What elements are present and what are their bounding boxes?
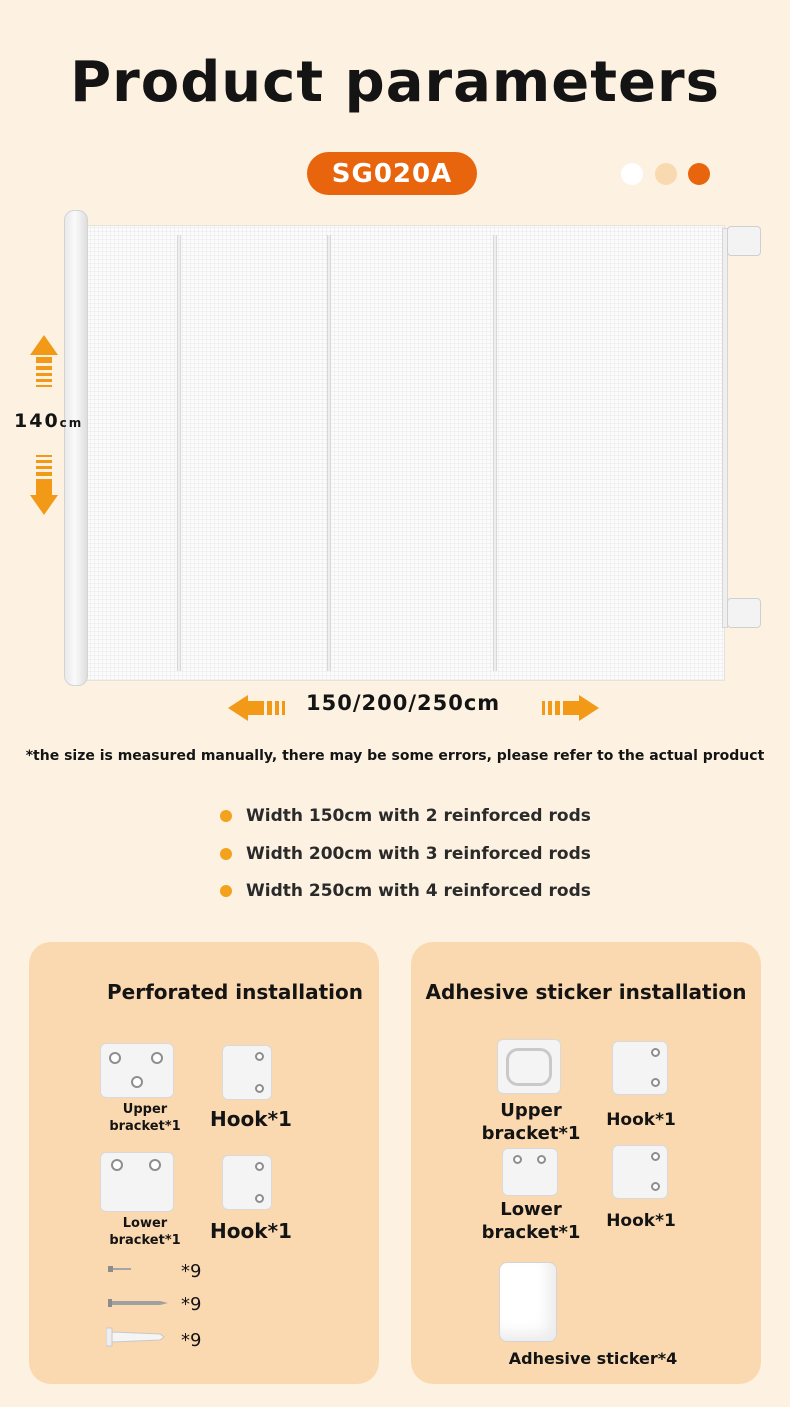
reinforced-rod — [327, 235, 331, 671]
color-swatch-white[interactable] — [621, 163, 643, 185]
bracket-frame — [506, 1048, 552, 1086]
adhesive-title: Adhesive sticker installation — [425, 980, 747, 1004]
hook-image — [222, 1155, 272, 1210]
screw-hole-icon — [149, 1159, 161, 1171]
screw-hole-icon — [651, 1078, 660, 1087]
gate-mesh-panel — [85, 225, 725, 681]
screw-hole-icon — [651, 1152, 660, 1161]
feature-item — [220, 806, 591, 826]
hook-label: Hook*1 — [606, 1110, 676, 1130]
screw-icon — [108, 1264, 136, 1274]
bullet-icon — [220, 848, 232, 860]
arrow-down-icon — [30, 455, 58, 517]
hook-label: Hook*1 — [210, 1219, 292, 1243]
gate-end-rail — [722, 228, 728, 628]
gate-top-bracket — [727, 226, 761, 256]
feature-text: Width 150cm with 2 reinforced rods — [246, 806, 591, 826]
screw-count: *9 — [181, 1261, 202, 1282]
screw-hole-icon — [109, 1052, 121, 1064]
perforated-title: Perforated installation — [107, 980, 363, 1004]
width-dimension: 150/200/250cm — [306, 691, 501, 715]
lower-bracket-label: Lower bracket*1 — [109, 1216, 181, 1248]
screw-hole-icon — [537, 1155, 546, 1164]
lower-bracket-image — [502, 1148, 558, 1196]
feature-item — [220, 844, 591, 864]
adhesive-sticker-label: Adhesive sticker*4 — [508, 1349, 678, 1368]
adhesive-sticker-image — [499, 1262, 557, 1342]
upper-bracket-label: Upper bracket*1 — [109, 1102, 181, 1134]
gate-roller-post — [64, 210, 88, 686]
wall-anchor-icon — [106, 1326, 166, 1348]
bullet-icon — [220, 885, 232, 897]
hook-label: Hook*1 — [210, 1107, 292, 1131]
screw-hole-icon — [255, 1162, 264, 1171]
screw-hole-icon — [151, 1052, 163, 1064]
color-swatch-beige[interactable] — [655, 163, 677, 185]
anchor-count: *9 — [181, 1330, 202, 1351]
upper-bracket-label: Upper bracket*1 — [481, 1100, 581, 1145]
upper-bracket-image — [497, 1039, 561, 1094]
nail-count: *9 — [181, 1294, 202, 1315]
height-dimension — [14, 410, 83, 432]
feature-text: Width 200cm with 3 reinforced rods — [246, 844, 591, 864]
page-title: Product parameters — [70, 50, 720, 115]
adhesive-installation-card — [411, 942, 761, 1384]
feature-text: Width 250cm with 4 reinforced rods — [246, 881, 591, 901]
hook-image — [222, 1045, 272, 1100]
arrow-up-icon — [30, 335, 58, 397]
gate-bottom-bracket — [727, 598, 761, 628]
measurement-note: *the size is measured manually, there may be some errors, please refer to the actual product — [25, 748, 765, 764]
screw-hole-icon — [651, 1048, 660, 1057]
screw-hole-icon — [255, 1194, 264, 1203]
arrow-right-icon — [537, 695, 599, 721]
reinforced-rod — [177, 235, 181, 671]
screw-hole-icon — [651, 1182, 660, 1191]
reinforced-rod — [493, 235, 497, 671]
height-unit: cm — [59, 416, 84, 430]
hook-image — [612, 1041, 668, 1095]
screw-hole-icon — [255, 1084, 264, 1093]
screw-hole-icon — [111, 1159, 123, 1171]
screw-hole-icon — [255, 1052, 264, 1061]
perforated-installation-card — [29, 942, 379, 1384]
arrow-left-icon — [228, 695, 290, 721]
height-value: 140 — [14, 410, 60, 432]
nail-icon — [108, 1297, 168, 1309]
hook-label: Hook*1 — [606, 1211, 676, 1231]
upper-bracket-image — [100, 1043, 174, 1098]
screw-hole-icon — [513, 1155, 522, 1164]
lower-bracket-image — [100, 1152, 174, 1212]
model-badge: SG020A — [307, 152, 477, 195]
hook-image — [612, 1145, 668, 1199]
bullet-icon — [220, 810, 232, 822]
screw-hole-icon — [131, 1076, 143, 1088]
lower-bracket-label: Lower bracket*1 — [481, 1199, 581, 1244]
feature-item — [220, 881, 591, 901]
color-swatch-orange[interactable] — [688, 163, 710, 185]
